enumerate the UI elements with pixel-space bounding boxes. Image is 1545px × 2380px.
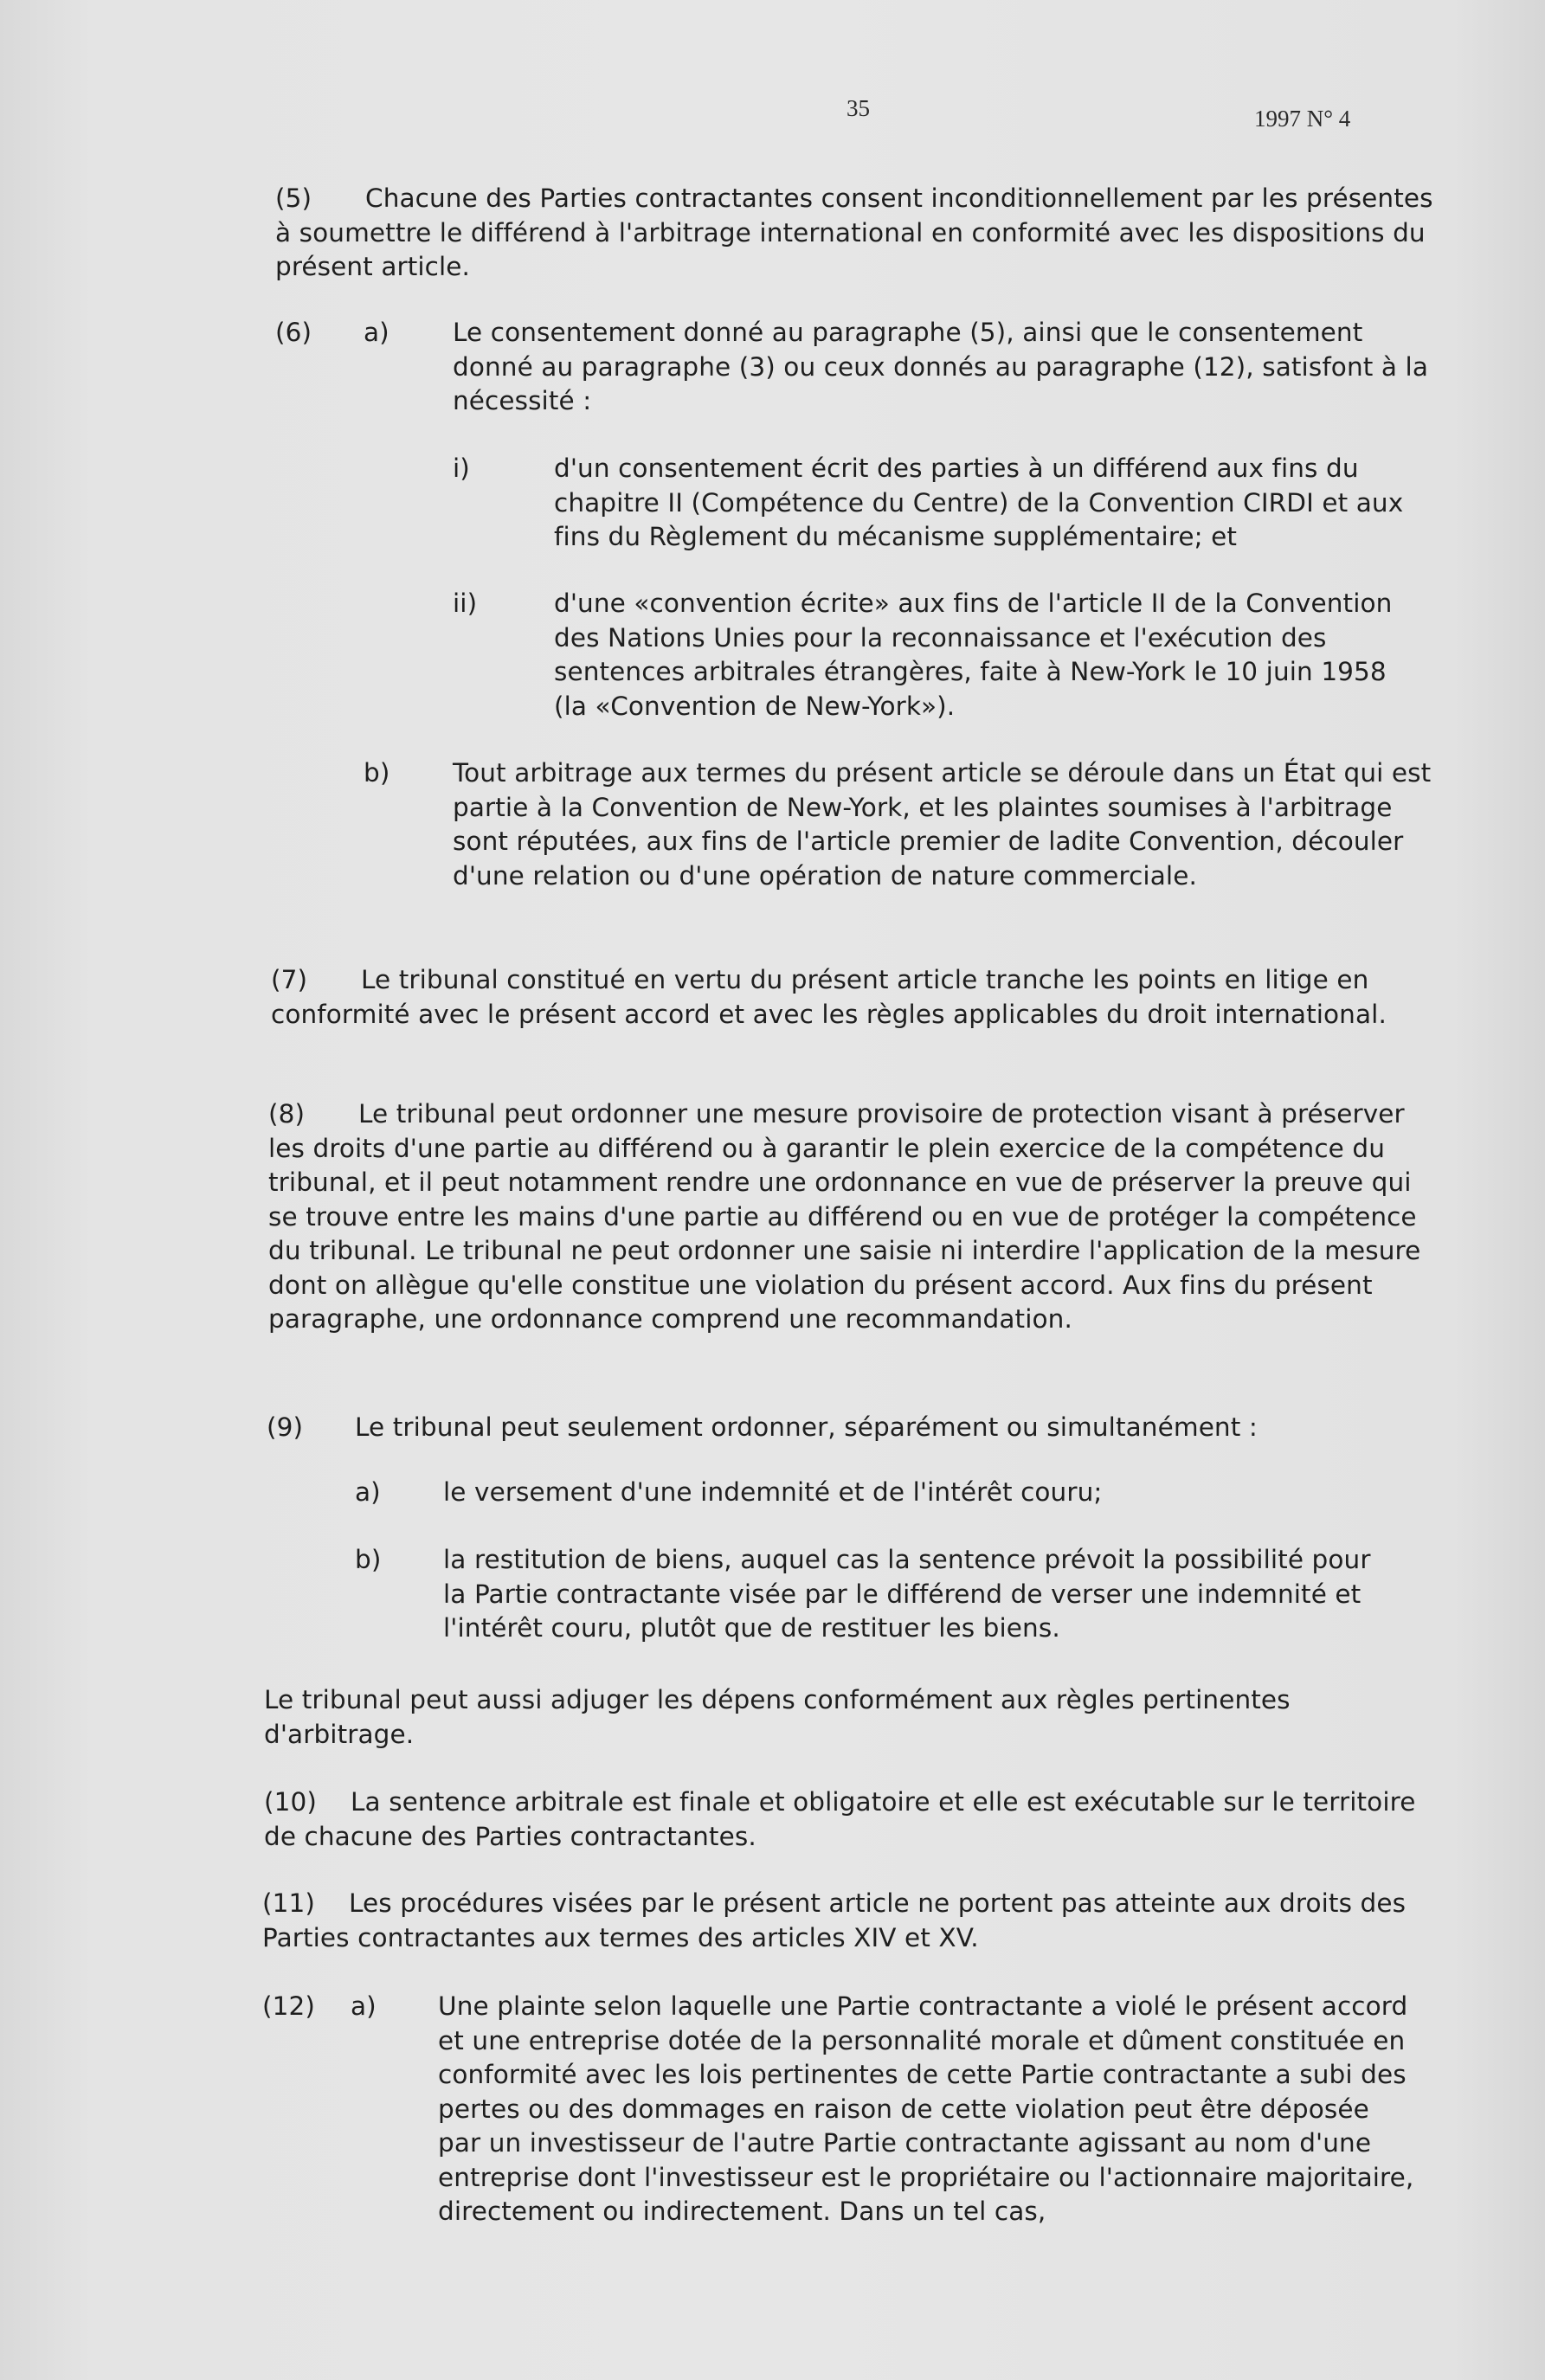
- paragraph-12a: Une plainte selon laquelle une Partie contractante a violé le présent accord et une entreprise dotée de la personnalité morale et dûment constituée en conformité avec les lois pertinentes de cette Partie contractante a subi des pertes ou des dommages en raison de cette violation peut être déposée par un investisseur de l'autre Partie contractante agissant au nom d'une entreprise dont l'investisseur est le propriétaire ou l'actionnaire majoritaire, directement ou indirectement. Dans un tel cas,: [438, 1991, 1414, 2226]
- paragraph-11: [262, 1887, 1431, 1955]
- paragraph-9-tail: Le tribunal peut aussi adjuger les dépens conformément aux règles pertinentes d'arbitrage.: [264, 1685, 1291, 1749]
- paragraph-text: La sentence arbitrale est finale et obligatoire et elle est exécutable sur le territoire de chacune des Parties contractantes.: [264, 1787, 1416, 1851]
- item-a-label: a): [355, 1477, 381, 1507]
- paragraph-6a-i: d'un consentement écrit des parties à un différend aux fins du chapitre II (Compétence du Centre) de la Convention CIRDI et aux fins du Règlement du mécanisme supplémentaire; et: [554, 453, 1404, 551]
- paragraph-6-number: (6): [275, 318, 312, 347]
- paragraph-number: (5): [275, 183, 312, 213]
- paragraph-6a-ii: d'une «convention écrite» aux fins de l'article II de la Convention des Nations Unies pour la reconnaissance et l'exécution des sentences arbitrales étrangères, faite à New-York le 10 juin 1958 (la «Convention de New-York»).: [554, 589, 1393, 721]
- paragraph-9-number: (9): [267, 1412, 304, 1442]
- paragraph-number: (11): [262, 1888, 315, 1918]
- item-a-label: a): [351, 1991, 377, 2021]
- item-a-label: a): [364, 318, 389, 347]
- issue-number: 1997 N° 4: [1254, 106, 1351, 132]
- paragraph-8: [268, 1097, 1439, 1337]
- paragraph-number: (7): [271, 965, 308, 994]
- paragraph-text: Le tribunal peut ordonner une mesure provisoire de protection visant à préserver les droits d'une partie au différend ou à garantir le plein exercice de la compétence du tribunal, et il peut notamment rendre une ordonnance en vue de préserver la preuve qui se trouve entre les mains d'une partie au différend ou en vue de protéger la compétence du tribunal. Le tribunal ne peut ordonner une saisie ni interdire l'application de la mesure dont on allègue qu'elle constitue une violation du présent accord. Aux fins du présent paragraphe, une ordonnance comprend une recommandation.: [268, 1099, 1421, 1334]
- paragraph-5: [275, 182, 1435, 285]
- page-number: 35: [847, 95, 870, 121]
- item-i-label: i): [453, 453, 470, 483]
- paragraph-9b: la restitution de biens, auquel cas la sentence prévoit la possibilité pour la Partie contractante visée par le différend de verser une indemnité et l'intérêt couru, plutôt que de restituer les biens.: [443, 1545, 1371, 1643]
- paragraph-10: [264, 1785, 1428, 1854]
- item-b-label: b): [355, 1545, 382, 1574]
- paragraph-6a: Le consentement donné au paragraphe (5), ainsi que le consentement donné au paragraphe (3) ou ceux donnés au paragraphe (12), satisfont à la nécessité :: [453, 318, 1429, 415]
- paragraph-number: (8): [268, 1099, 306, 1129]
- paragraph-text: Chacune des Parties contractantes consent inconditionnellement par les présentes à soumettre le différend à l'arbitrage international en conformité avec les dispositions du présent article.: [275, 183, 1433, 281]
- paragraph-number: (10): [264, 1787, 317, 1817]
- paragraph-6b: Tout arbitrage aux termes du présent article se déroule dans un État qui est partie à la Convention de New-York, et les plaintes soumises à l'arbitrage sont réputées, aux fins de l'article premier de ladite Convention, découler d'une relation ou d'une opération de nature commerciale.: [453, 758, 1432, 891]
- paragraph-7: [271, 963, 1435, 1032]
- item-ii-label: ii): [453, 589, 478, 618]
- paragraph-9a: le versement d'une indemnité et de l'intérêt couru;: [443, 1477, 1103, 1507]
- item-b-label: b): [364, 758, 390, 788]
- paragraph-9: Le tribunal peut seulement ordonner, séparément ou simultanément :: [355, 1412, 1258, 1442]
- paragraph-text: Les procédures visées par le présent article ne portent pas atteinte aux droits des Parties contractantes aux termes des articles XIV et XV.: [262, 1888, 1407, 1952]
- paragraph-text: Le tribunal constitué en vertu du présent article tranche les points en litige en conformité avec le présent accord et avec les règles applicables du droit international.: [271, 965, 1387, 1029]
- paragraph-12-number: (12): [262, 1991, 315, 2021]
